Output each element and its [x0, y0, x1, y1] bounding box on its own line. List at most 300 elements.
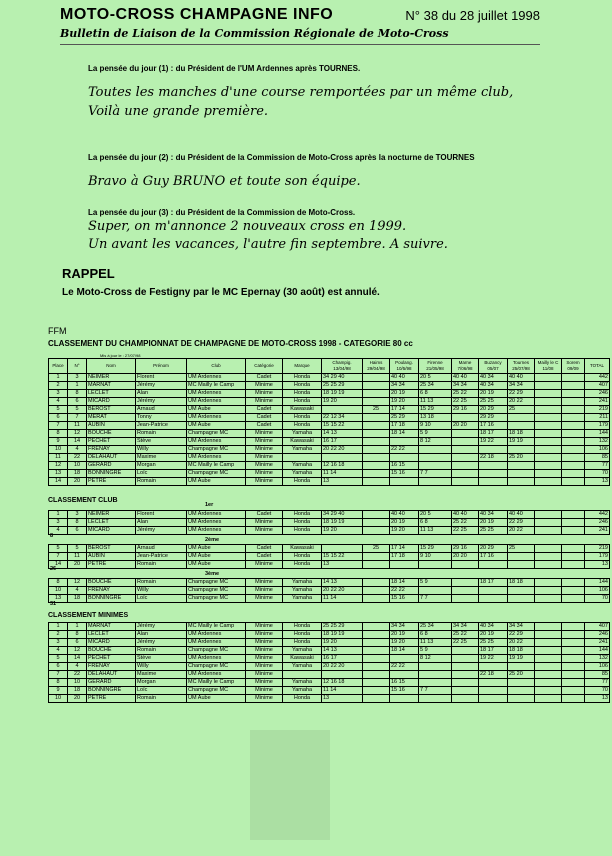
- table-cell: [535, 390, 562, 398]
- table-cell: 17 16: [479, 553, 508, 561]
- table-cell: 10: [68, 462, 87, 470]
- table-cell: 246: [585, 519, 610, 527]
- table-cell: Cadet: [246, 422, 283, 430]
- table-cell: 11 13: [419, 398, 452, 406]
- table-cell: 12: [49, 462, 68, 470]
- table-cell: [508, 561, 535, 569]
- table-cell: [390, 438, 419, 446]
- table-cell: 16 17: [322, 438, 363, 446]
- table-cell: Morgan: [136, 679, 187, 687]
- table-cell: 20 29: [479, 406, 508, 414]
- table-cell: [535, 595, 562, 603]
- table-cell: MC Mailly le Camp: [187, 623, 246, 631]
- header-rule: [60, 44, 540, 45]
- table-cell: 25: [508, 406, 535, 414]
- table-row: [49, 430, 610, 438]
- column-header: Prénom: [136, 359, 187, 374]
- table-cell: 34 29 40: [322, 374, 363, 382]
- table-cell: 6: [49, 414, 68, 422]
- table-cell: [535, 438, 562, 446]
- table-cell: Minime: [246, 587, 283, 595]
- table-cell: [535, 527, 562, 535]
- table-cell: [363, 647, 390, 655]
- table-cell: Minime: [246, 671, 283, 679]
- table-row: [49, 438, 610, 446]
- table-cell: NEIMER: [87, 374, 136, 382]
- table-cell: 16 15: [390, 462, 419, 470]
- table-cell: Minime: [246, 595, 283, 603]
- table-cell: 29 29: [479, 414, 508, 422]
- table-cell: 14: [49, 561, 68, 569]
- table-cell: [452, 679, 479, 687]
- table-cell: 10: [68, 679, 87, 687]
- table-cell: 5 9: [419, 579, 452, 587]
- table-cell: [322, 545, 363, 553]
- table-cell: Minime: [246, 527, 283, 535]
- table-cell: [452, 587, 479, 595]
- table-cell: Honda: [283, 519, 322, 527]
- table-cell: Willy: [136, 446, 187, 454]
- table-cell: 15 16: [390, 595, 419, 603]
- table-cell: [419, 446, 452, 454]
- table-cell: 19 19: [508, 655, 535, 663]
- table-cell: Loïc: [136, 470, 187, 478]
- table-cell: 1: [49, 511, 68, 519]
- table-cell: Yamaha: [283, 679, 322, 687]
- table-cell: [535, 422, 562, 430]
- column-header: Club: [187, 359, 246, 374]
- table-cell: 179: [585, 422, 610, 430]
- table-cell: Kawasaki: [283, 655, 322, 663]
- table-cell: 3: [49, 390, 68, 398]
- table-cell: Jérémy: [136, 382, 187, 390]
- table-row: [49, 454, 610, 462]
- table-cell: [508, 446, 535, 454]
- table-cell: [535, 430, 562, 438]
- table-cell: 144: [585, 430, 610, 438]
- table-cell: [452, 414, 479, 422]
- table-cell: PECHET: [87, 655, 136, 663]
- table-cell: [363, 695, 390, 703]
- table-cell: BEROST: [87, 406, 136, 414]
- table-cell: [419, 462, 452, 470]
- table-cell: 18 14: [390, 647, 419, 655]
- table-cell: 15 29: [419, 545, 452, 553]
- column-header: Catégorie: [246, 359, 283, 374]
- table-cell: [562, 446, 585, 454]
- table-cell: 13: [322, 478, 363, 486]
- table-cell: [390, 478, 419, 486]
- column-header: Poulang. 10/5/98: [390, 359, 419, 374]
- table-cell: Stève: [136, 438, 187, 446]
- table-cell: 18: [68, 470, 87, 478]
- table-cell: [363, 374, 390, 382]
- table-cell: [535, 647, 562, 655]
- column-header: Place: [49, 359, 68, 374]
- table-cell: 25 29: [390, 414, 419, 422]
- table-cell: Yamaha: [283, 647, 322, 655]
- table-cell: 20 19: [479, 390, 508, 398]
- table-cell: [452, 663, 479, 671]
- table-cell: 106: [585, 663, 610, 671]
- table-cell: 10: [49, 695, 68, 703]
- table-cell: 34 34: [390, 623, 419, 631]
- table-cell: [535, 414, 562, 422]
- issue-number: N° 38 du 28 juillet 1998: [405, 8, 540, 23]
- table-cell: [508, 478, 535, 486]
- table-cell: [479, 587, 508, 595]
- table-cell: 25 22: [452, 631, 479, 639]
- club-group-1-total: 8: [50, 533, 54, 539]
- table-cell: [562, 511, 585, 519]
- table-cell: Minime: [246, 647, 283, 655]
- header: [60, 6, 540, 26]
- table-cell: [479, 679, 508, 687]
- table-cell: 22 29: [508, 390, 535, 398]
- table-cell: PETRE: [87, 561, 136, 569]
- table-cell: [390, 671, 419, 679]
- table-cell: 1: [49, 374, 68, 382]
- table-cell: 40 40: [390, 374, 419, 382]
- table-cell: BEROST: [87, 545, 136, 553]
- table-cell: 132: [585, 655, 610, 663]
- table-cell: [535, 663, 562, 671]
- table-cell: 211: [585, 414, 610, 422]
- table-cell: [562, 406, 585, 414]
- table-cell: 40 34: [479, 382, 508, 390]
- table-cell: [452, 430, 479, 438]
- table-cell: 22 29: [508, 519, 535, 527]
- table-cell: [452, 561, 479, 569]
- championship-title: CLASSEMENT DU CHAMPIONNAT DE CHAMPAGNE DE MOTO-CROSS 1998 - CATEGORIE 80 cc: [48, 339, 413, 348]
- table-cell: 9: [49, 438, 68, 446]
- table-cell: [419, 561, 452, 569]
- table-cell: [562, 470, 585, 478]
- column-header: Marne 7/06/98: [452, 359, 479, 374]
- table-cell: 8 12: [419, 438, 452, 446]
- table-cell: 1: [68, 623, 87, 631]
- table-cell: 9: [49, 687, 68, 695]
- table-cell: 22: [68, 671, 87, 679]
- table-cell: Minime: [246, 446, 283, 454]
- table-cell: 18: [68, 687, 87, 695]
- table-cell: Minime: [246, 695, 283, 703]
- table-cell: UM Aube: [187, 406, 246, 414]
- table-cell: Champagne MC: [187, 579, 246, 587]
- table-cell: 8: [49, 679, 68, 687]
- table-cell: 6 8: [419, 519, 452, 527]
- table-cell: 13: [322, 695, 363, 703]
- table-cell: [363, 446, 390, 454]
- club-group-1-table: [48, 510, 610, 535]
- table-cell: GERARD: [87, 679, 136, 687]
- table-cell: [363, 595, 390, 603]
- table-cell: Champagne MC: [187, 687, 246, 695]
- club-table-row: [49, 561, 610, 569]
- column-header: Sorem 09/09: [562, 359, 585, 374]
- table-cell: 15 16: [390, 470, 419, 478]
- table-cell: 7: [68, 414, 87, 422]
- table-cell: 19 19: [508, 438, 535, 446]
- table-cell: Willy: [136, 587, 187, 595]
- table-cell: Champagne MC: [187, 470, 246, 478]
- table-cell: MC Mailly le Camp: [187, 382, 246, 390]
- table-cell: 19 20: [322, 398, 363, 406]
- table-cell: 9 10: [419, 422, 452, 430]
- table-cell: Minime: [246, 687, 283, 695]
- table-cell: 219: [585, 406, 610, 414]
- table-row: [49, 382, 610, 390]
- table-cell: 85: [585, 454, 610, 462]
- table-cell: 4: [49, 398, 68, 406]
- table-cell: 22: [68, 454, 87, 462]
- table-cell: 13: [49, 595, 68, 603]
- table-cell: FRENAY: [87, 446, 136, 454]
- table-cell: [508, 470, 535, 478]
- table-cell: Romain: [136, 478, 187, 486]
- table-cell: 34 29 40: [322, 511, 363, 519]
- table-cell: [562, 553, 585, 561]
- table-cell: 11 14: [322, 470, 363, 478]
- table-cell: [479, 687, 508, 695]
- table-cell: [562, 430, 585, 438]
- table-cell: 3: [68, 511, 87, 519]
- table-cell: 25 25: [479, 639, 508, 647]
- table-cell: 11: [49, 454, 68, 462]
- table-cell: [390, 561, 419, 569]
- table-cell: MERAT: [87, 414, 136, 422]
- table-cell: 19 20: [390, 398, 419, 406]
- table-cell: 25 34: [419, 382, 452, 390]
- table-cell: 25 34: [419, 623, 452, 631]
- table-cell: Champagne MC: [187, 446, 246, 454]
- thought-3-line-1: Super, on m'annonce 2 nouveaux cross en 1999.: [88, 219, 407, 234]
- table-cell: LECLET: [87, 519, 136, 527]
- club-table-row: [49, 511, 610, 519]
- table-cell: 4: [68, 663, 87, 671]
- table-cell: [419, 587, 452, 595]
- thought-1-heading: La pensée du jour (1) : du Président de l'UM Ardennes après TOURNES.: [88, 64, 361, 73]
- table-cell: [363, 438, 390, 446]
- table-cell: [452, 579, 479, 587]
- table-cell: MICARD: [87, 527, 136, 535]
- table-cell: 20 19: [479, 631, 508, 639]
- table-cell: 5: [68, 545, 87, 553]
- table-cell: [508, 663, 535, 671]
- table-cell: 14: [68, 438, 87, 446]
- column-header: Nom: [87, 359, 136, 374]
- table-cell: MC Mailly le Camp: [187, 679, 246, 687]
- table-cell: 10: [49, 446, 68, 454]
- table-cell: UM Ardennes: [187, 519, 246, 527]
- table-cell: Cadet: [246, 511, 283, 519]
- table-row: [49, 462, 610, 470]
- table-cell: 246: [585, 390, 610, 398]
- table-cell: [452, 655, 479, 663]
- table-cell: MICARD: [87, 398, 136, 406]
- table-cell: 22 22: [390, 587, 419, 595]
- table-cell: 19 20: [322, 527, 363, 535]
- table-cell: [562, 679, 585, 687]
- club-table-row: [49, 527, 610, 535]
- table-cell: Jean-Patrice: [136, 422, 187, 430]
- table-cell: 18 18: [508, 430, 535, 438]
- minimes-table-row: [49, 639, 610, 647]
- table-cell: MARNAT: [87, 623, 136, 631]
- club-section-title: CLASSEMENT CLUB: [48, 497, 118, 504]
- table-cell: Minime: [246, 679, 283, 687]
- table-cell: BOUCHE: [87, 430, 136, 438]
- table-cell: PETRE: [87, 478, 136, 486]
- table-cell: [535, 545, 562, 553]
- table-cell: Yamaha: [283, 687, 322, 695]
- table-cell: [562, 623, 585, 631]
- table-cell: Honda: [283, 695, 322, 703]
- ffm-label: FFM: [48, 326, 67, 336]
- table-cell: UM Aube: [187, 561, 246, 569]
- table-cell: [562, 527, 585, 535]
- table-cell: 11: [68, 553, 87, 561]
- table-cell: [479, 663, 508, 671]
- table-cell: 20 22 20: [322, 663, 363, 671]
- table-cell: 19 20: [390, 639, 419, 647]
- table-cell: Cadet: [246, 545, 283, 553]
- table-cell: 20 19: [390, 390, 419, 398]
- table-cell: [363, 587, 390, 595]
- table-cell: Honda: [283, 623, 322, 631]
- table-cell: 34 34: [452, 382, 479, 390]
- table-cell: [479, 561, 508, 569]
- table-cell: [363, 390, 390, 398]
- table-cell: 70: [585, 470, 610, 478]
- table-cell: 29 16: [452, 406, 479, 414]
- table-cell: 17 14: [390, 545, 419, 553]
- table-cell: FRENAY: [87, 587, 136, 595]
- table-cell: [390, 655, 419, 663]
- table-cell: [452, 470, 479, 478]
- table-cell: FRENAY: [87, 663, 136, 671]
- table-cell: [562, 382, 585, 390]
- table-cell: 179: [585, 553, 610, 561]
- table-cell: 12: [68, 430, 87, 438]
- table-cell: 132: [585, 438, 610, 446]
- table-cell: [562, 374, 585, 382]
- table-cell: Minime: [246, 438, 283, 446]
- table-cell: 13: [585, 478, 610, 486]
- table-cell: Kawasaki: [283, 406, 322, 414]
- table-cell: 20 22: [508, 639, 535, 647]
- table-cell: 16 15: [390, 679, 419, 687]
- table-cell: 6: [49, 663, 68, 671]
- table-cell: 17 18: [390, 422, 419, 430]
- table-cell: [535, 406, 562, 414]
- table-cell: 2: [49, 631, 68, 639]
- table-cell: [535, 382, 562, 390]
- table-cell: Minime: [246, 519, 283, 527]
- table-cell: [535, 446, 562, 454]
- column-header: Champig. 13/04/98: [322, 359, 363, 374]
- table-cell: 22 12 34: [322, 414, 363, 422]
- table-cell: Minime: [246, 430, 283, 438]
- rappel-message: Le Moto-Cross de Festigny par le MC Epernay (30 août) est annulé.: [62, 287, 380, 298]
- table-cell: Cadet: [246, 374, 283, 382]
- table-cell: Cadet: [246, 414, 283, 422]
- table-cell: BOUCHE: [87, 647, 136, 655]
- table-cell: 6: [68, 398, 87, 406]
- table-cell: 15 29: [419, 406, 452, 414]
- table-cell: [479, 462, 508, 470]
- table-cell: [419, 454, 452, 462]
- table-cell: 22 22: [390, 663, 419, 671]
- table-cell: DELAHAUT: [87, 454, 136, 462]
- table-cell: Honda: [283, 527, 322, 535]
- table-cell: [535, 631, 562, 639]
- table-cell: 5: [49, 655, 68, 663]
- table-cell: 241: [585, 527, 610, 535]
- newsletter-title: MOTO-CROSS CHAMPAGNE INFO: [60, 6, 334, 23]
- table-cell: [535, 587, 562, 595]
- table-cell: Minime: [246, 631, 283, 639]
- table-cell: [363, 414, 390, 422]
- table-cell: 34 34: [452, 623, 479, 631]
- table-cell: 40 40: [452, 374, 479, 382]
- table-cell: UM Ardennes: [187, 374, 246, 382]
- table-cell: 85: [585, 671, 610, 679]
- table-cell: 22 18: [479, 454, 508, 462]
- table-cell: Minime: [246, 382, 283, 390]
- table-cell: [363, 623, 390, 631]
- table-cell: PETRE: [87, 695, 136, 703]
- table-cell: [508, 679, 535, 687]
- table-cell: [452, 687, 479, 695]
- table-cell: Champagne MC: [187, 430, 246, 438]
- table-cell: 19 20: [390, 527, 419, 535]
- table-cell: 8: [68, 631, 87, 639]
- table-cell: 34 34: [390, 382, 419, 390]
- table-cell: Jérémy: [136, 527, 187, 535]
- table-cell: Honda: [283, 639, 322, 647]
- table-cell: 40 40: [508, 511, 535, 519]
- table-cell: 70: [585, 687, 610, 695]
- table-cell: 4: [68, 587, 87, 595]
- table-cell: [363, 422, 390, 430]
- table-cell: Kawasaki: [283, 545, 322, 553]
- table-cell: Honda: [283, 382, 322, 390]
- table-cell: [363, 671, 390, 679]
- table-cell: NEIMER: [87, 511, 136, 519]
- table-cell: [562, 579, 585, 587]
- table-cell: 7 7: [419, 595, 452, 603]
- table-cell: [363, 470, 390, 478]
- table-cell: 18: [68, 595, 87, 603]
- table-cell: Arnaud: [136, 406, 187, 414]
- table-cell: [562, 398, 585, 406]
- minimes-table-row: [49, 655, 610, 663]
- table-cell: [562, 390, 585, 398]
- table-cell: UM Aube: [187, 553, 246, 561]
- table-cell: MC Mailly le Camp: [187, 462, 246, 470]
- table-cell: Minime: [246, 623, 283, 631]
- table-cell: 1: [68, 382, 87, 390]
- table-cell: 407: [585, 382, 610, 390]
- table-cell: [452, 595, 479, 603]
- table-cell: [479, 478, 508, 486]
- table-cell: [390, 695, 419, 703]
- table-cell: AUBIN: [87, 422, 136, 430]
- table-cell: [562, 422, 585, 430]
- table-cell: 12 16 18: [322, 679, 363, 687]
- table-cell: Jérémy: [136, 623, 187, 631]
